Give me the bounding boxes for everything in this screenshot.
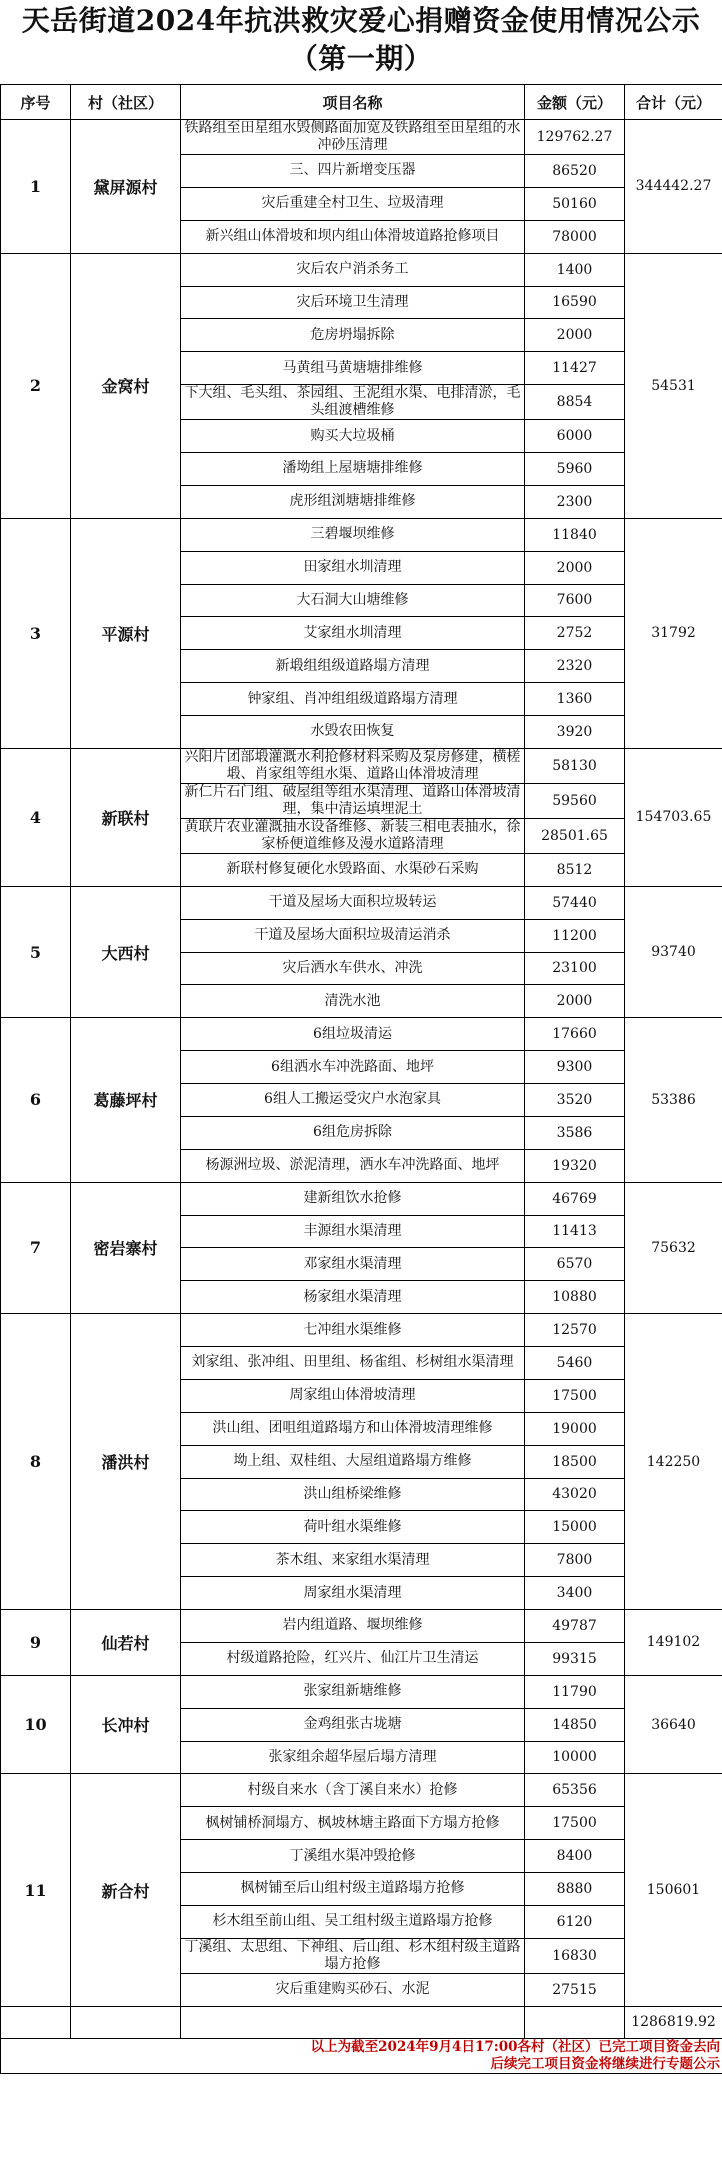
project-amount: 43020 bbox=[525, 1478, 625, 1511]
project-name: 周家组山体滑坡清理 bbox=[181, 1379, 525, 1412]
project-name: 6组人工搬运受灾户水泡家具 bbox=[181, 1084, 525, 1117]
project-name: 丁溪组水渠冲毁抢修 bbox=[181, 1840, 525, 1873]
project-name: 刘家组、张冲组、田里组、杨雀组、杉树组水渠清理 bbox=[181, 1347, 525, 1380]
village-total: 53386 bbox=[625, 1018, 722, 1182]
row-number: 5 bbox=[1, 886, 71, 1018]
project-amount: 16830 bbox=[525, 1938, 625, 1973]
project-name: 新联村修复硬化水毁路面、水渠砂石采购 bbox=[181, 853, 525, 886]
project-amount: 2752 bbox=[525, 617, 625, 650]
project-name: 潘坳组上屋塘塘排维修 bbox=[181, 453, 525, 486]
project-name: 6组危房拆除 bbox=[181, 1116, 525, 1149]
project-name: 杨家组水渠清理 bbox=[181, 1281, 525, 1314]
project-name: 枫树铺桥洞塌方、枫坡林塘主路面下方塌方抢修 bbox=[181, 1807, 525, 1840]
village-name: 金窝村 bbox=[71, 253, 181, 518]
project-amount: 2000 bbox=[525, 985, 625, 1018]
village-total: 75632 bbox=[625, 1182, 722, 1314]
header-no: 序号 bbox=[1, 85, 71, 120]
project-amount: 17500 bbox=[525, 1379, 625, 1412]
village-name: 长冲村 bbox=[71, 1675, 181, 1774]
donation-usage-table bbox=[0, 84, 722, 2074]
project-amount: 19000 bbox=[525, 1412, 625, 1445]
project-name: 新兴组山体滑坡和坝内组山体滑坡道路抢修项目 bbox=[181, 220, 525, 253]
project-name: 灾后洒水车供水、冲洗 bbox=[181, 952, 525, 985]
project-name: 丁溪组、太思组、下神组、后山组、杉木组村级主道路塌方抢修 bbox=[181, 1938, 525, 1973]
project-amount: 11200 bbox=[525, 919, 625, 952]
project-name: 茶木组、来家组水渠清理 bbox=[181, 1544, 525, 1577]
project-amount: 1400 bbox=[525, 253, 625, 286]
project-amount: 11840 bbox=[525, 518, 625, 551]
table-row bbox=[1, 1182, 722, 1215]
project-amount: 58130 bbox=[525, 748, 625, 783]
project-name: 兴阳片团部塅灌溉水利抢修材料采购及泵房修建，横槎塅、肖家组等组水渠、道路山体滑坡清理 bbox=[181, 748, 525, 783]
header-village: 村（社区） bbox=[71, 85, 181, 120]
project-name: 6组垃圾清运 bbox=[181, 1018, 525, 1051]
project-name: 七冲组水渠维修 bbox=[181, 1314, 525, 1347]
project-name: 钟家组、肖冲组组级道路塌方清理 bbox=[181, 683, 525, 716]
project-amount: 5960 bbox=[525, 453, 625, 486]
village-name: 葛藤坪村 bbox=[71, 1018, 181, 1182]
title-line-1: 天岳街道2024年抗洪救灾爱心捐赠资金使用情况公示 bbox=[21, 4, 701, 37]
project-amount: 7600 bbox=[525, 584, 625, 617]
village-total: 36640 bbox=[625, 1675, 722, 1774]
table-body bbox=[1, 120, 722, 2007]
village-name: 密岩寨村 bbox=[71, 1182, 181, 1314]
table-row bbox=[1, 120, 722, 155]
village-total: 149102 bbox=[625, 1610, 722, 1676]
village-total: 31792 bbox=[625, 518, 722, 748]
project-amount: 57440 bbox=[525, 886, 625, 919]
village-total: 344442.27 bbox=[625, 120, 722, 254]
project-amount: 2320 bbox=[525, 650, 625, 683]
project-amount: 3400 bbox=[525, 1577, 625, 1610]
village-total: 93740 bbox=[625, 886, 722, 1018]
title-line-2: （第一期） bbox=[289, 42, 433, 75]
project-name: 6组洒水车冲洗路面、地坪 bbox=[181, 1051, 525, 1084]
project-name: 干道及屋场大面积垃圾转运 bbox=[181, 886, 525, 919]
project-amount: 3920 bbox=[525, 716, 625, 749]
project-name: 荷叶组水渠维修 bbox=[181, 1511, 525, 1544]
row-number: 4 bbox=[1, 748, 71, 886]
grand-total-row bbox=[1, 2006, 722, 2038]
project-name: 购买大垃圾桶 bbox=[181, 420, 525, 453]
project-name: 灾后环境卫生清理 bbox=[181, 286, 525, 319]
project-amount: 78000 bbox=[525, 220, 625, 253]
village-name: 新联村 bbox=[71, 748, 181, 886]
project-amount: 8400 bbox=[525, 1840, 625, 1873]
project-amount: 6120 bbox=[525, 1905, 625, 1938]
project-name: 灾后重建购买砂石、水泥 bbox=[181, 1973, 525, 2006]
grand-total: 1286819.92 bbox=[625, 2006, 722, 2038]
project-amount: 19320 bbox=[525, 1149, 625, 1182]
project-amount: 2300 bbox=[525, 485, 625, 518]
village-name: 黛屏源村 bbox=[71, 120, 181, 254]
project-amount: 23100 bbox=[525, 952, 625, 985]
village-name: 潘洪村 bbox=[71, 1314, 181, 1610]
row-number: 3 bbox=[1, 518, 71, 748]
project-amount: 7800 bbox=[525, 1544, 625, 1577]
project-name: 水毁农田恢复 bbox=[181, 716, 525, 749]
project-name: 三、四片新增变压器 bbox=[181, 155, 525, 188]
project-amount: 27515 bbox=[525, 1973, 625, 2006]
project-name: 洪山组、团咀组道路塌方和山体滑坡清理维修 bbox=[181, 1412, 525, 1445]
table-row bbox=[1, 1610, 722, 1643]
village-name: 新合村 bbox=[71, 1774, 181, 2006]
header-amount: 金额（元） bbox=[525, 85, 625, 120]
table-row bbox=[1, 518, 722, 551]
village-total: 54531 bbox=[625, 253, 722, 518]
project-amount: 6570 bbox=[525, 1248, 625, 1281]
project-amount: 6000 bbox=[525, 420, 625, 453]
project-name: 干道及屋场大面积垃圾清运消杀 bbox=[181, 919, 525, 952]
project-amount: 14850 bbox=[525, 1708, 625, 1741]
village-total: 154703.65 bbox=[625, 748, 722, 886]
project-name: 周家组水渠清理 bbox=[181, 1577, 525, 1610]
project-name: 新仁片石门组、破屋组等组水渠清理、道路山体滑坡清理，集中清运填埋泥土 bbox=[181, 783, 525, 818]
project-name: 金鸡组张古垅塘 bbox=[181, 1708, 525, 1741]
project-name: 洪山组桥梁维修 bbox=[181, 1478, 525, 1511]
project-amount: 28501.65 bbox=[525, 818, 625, 853]
project-amount: 59560 bbox=[525, 783, 625, 818]
village-total: 142250 bbox=[625, 1314, 722, 1610]
project-name: 大石洞大山塘维修 bbox=[181, 584, 525, 617]
table-row bbox=[1, 1774, 722, 1807]
project-amount: 8512 bbox=[525, 853, 625, 886]
footnote-line-1: 以上为截至2024年9月4日17:00各村（社区）已完工项目资金去向 bbox=[310, 2038, 720, 2055]
project-name: 杉木组至前山组、吴工组村级主道路塌方抢修 bbox=[181, 1905, 525, 1938]
project-name: 下大组、毛头组、茶园组、王泥组水渠、电排清淤，毛头组渡槽维修 bbox=[181, 385, 525, 420]
project-amount: 18500 bbox=[525, 1445, 625, 1478]
project-amount: 2000 bbox=[525, 319, 625, 352]
project-amount: 86520 bbox=[525, 155, 625, 188]
project-name: 艾家组水圳清理 bbox=[181, 617, 525, 650]
project-name: 马黄组马黄塘塘排维修 bbox=[181, 352, 525, 385]
project-amount: 5460 bbox=[525, 1347, 625, 1380]
row-number: 11 bbox=[1, 1774, 71, 2006]
project-amount: 65356 bbox=[525, 1774, 625, 1807]
footnote bbox=[1, 2038, 722, 2073]
project-amount: 50160 bbox=[525, 187, 625, 220]
project-amount: 49787 bbox=[525, 1610, 625, 1643]
table-row bbox=[1, 886, 722, 919]
project-amount: 1360 bbox=[525, 683, 625, 716]
page-title bbox=[0, 0, 722, 78]
project-name: 灾后农户消杀务工 bbox=[181, 253, 525, 286]
project-name: 张家组新塘维修 bbox=[181, 1675, 525, 1708]
row-number: 10 bbox=[1, 1675, 71, 1774]
project-name: 丰源组水渠清理 bbox=[181, 1215, 525, 1248]
table-row bbox=[1, 1675, 722, 1708]
project-name: 黄联片农业灌溉抽水设备维修、新装三相电表抽水，徐家桥便道维修及漫水道路清理 bbox=[181, 818, 525, 853]
project-amount: 8854 bbox=[525, 385, 625, 420]
project-amount: 12570 bbox=[525, 1314, 625, 1347]
project-amount: 11413 bbox=[525, 1215, 625, 1248]
project-name: 灾后重建全村卫生、垃圾清理 bbox=[181, 187, 525, 220]
village-total: 150601 bbox=[625, 1774, 722, 2006]
project-name: 杨源洲垃圾、淤泥清理，洒水车冲洗路面、地坪 bbox=[181, 1149, 525, 1182]
project-amount: 9300 bbox=[525, 1051, 625, 1084]
project-amount: 8880 bbox=[525, 1873, 625, 1906]
row-number: 9 bbox=[1, 1610, 71, 1676]
table-row bbox=[1, 253, 722, 286]
footnote-line-2: 后续完工项目资金将继续进行专题公示 bbox=[490, 2055, 720, 2072]
table-header-row bbox=[1, 85, 722, 120]
project-amount: 10880 bbox=[525, 1281, 625, 1314]
project-amount: 3586 bbox=[525, 1116, 625, 1149]
project-name: 坳上组、双桂组、大屋组道路塌方维修 bbox=[181, 1445, 525, 1478]
project-name: 危房坍塌拆除 bbox=[181, 319, 525, 352]
village-name: 仙若村 bbox=[71, 1610, 181, 1676]
project-amount: 46769 bbox=[525, 1182, 625, 1215]
project-name: 三碧堰坝维修 bbox=[181, 518, 525, 551]
project-amount: 11427 bbox=[525, 352, 625, 385]
project-amount: 17500 bbox=[525, 1807, 625, 1840]
row-number: 1 bbox=[1, 120, 71, 254]
project-amount: 99315 bbox=[525, 1642, 625, 1675]
project-name: 村级道路抢险，红兴片、仙江片卫生清运 bbox=[181, 1642, 525, 1675]
village-name: 大西村 bbox=[71, 886, 181, 1018]
row-number: 8 bbox=[1, 1314, 71, 1610]
row-number: 7 bbox=[1, 1182, 71, 1314]
village-name: 平源村 bbox=[71, 518, 181, 748]
table-row bbox=[1, 1018, 722, 1051]
project-name: 清洗水池 bbox=[181, 985, 525, 1018]
project-name: 建新组饮水抢修 bbox=[181, 1182, 525, 1215]
project-amount: 15000 bbox=[525, 1511, 625, 1544]
project-name: 铁路组至田星组水毁侧路面加宽及铁路组至田星组的水冲砂压清理 bbox=[181, 120, 525, 155]
project-amount: 16590 bbox=[525, 286, 625, 319]
project-amount: 11790 bbox=[525, 1675, 625, 1708]
project-name: 村级自来水（含丁溪自来水）抢修 bbox=[181, 1774, 525, 1807]
table-row bbox=[1, 748, 722, 783]
project-amount: 3520 bbox=[525, 1084, 625, 1117]
project-name: 田家组水圳清理 bbox=[181, 551, 525, 584]
project-amount: 129762.27 bbox=[525, 120, 625, 155]
project-amount: 17660 bbox=[525, 1018, 625, 1051]
project-name: 邓家组水渠清理 bbox=[181, 1248, 525, 1281]
header-project: 项目名称 bbox=[181, 85, 525, 120]
row-number: 2 bbox=[1, 253, 71, 518]
project-name: 虎形组浏塘塘排维修 bbox=[181, 485, 525, 518]
project-amount: 10000 bbox=[525, 1741, 625, 1774]
project-name: 枫树铺至后山组村级主道路塌方抢修 bbox=[181, 1873, 525, 1906]
project-name: 岩内组道路、堰坝维修 bbox=[181, 1610, 525, 1643]
project-name: 张家组余超华屋后塌方清理 bbox=[181, 1741, 525, 1774]
project-amount: 2000 bbox=[525, 551, 625, 584]
table-row bbox=[1, 1314, 722, 1347]
row-number: 6 bbox=[1, 1018, 71, 1182]
header-total: 合计（元） bbox=[625, 85, 722, 120]
project-name: 新塅组组级道路塌方清理 bbox=[181, 650, 525, 683]
footnote-row bbox=[1, 2038, 722, 2073]
